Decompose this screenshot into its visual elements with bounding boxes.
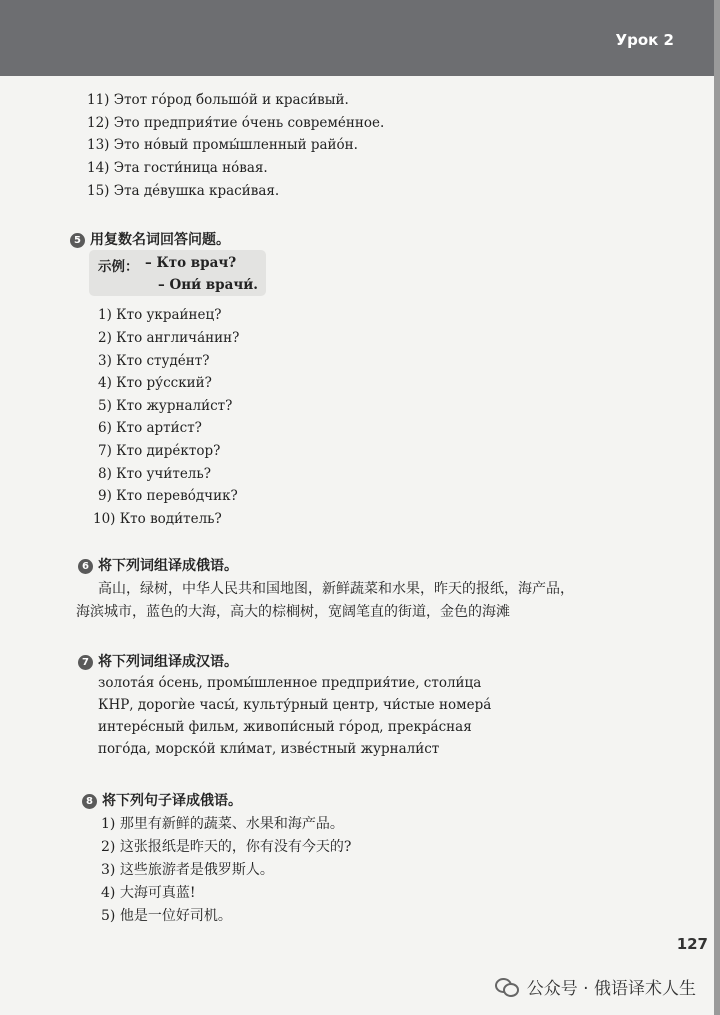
- exercise-7-heading: [78, 651, 238, 671]
- list-item: 10) Кто води́тель?: [93, 511, 222, 527]
- page-number: 127: [676, 935, 708, 953]
- example-answer: – Они́ врачи́.: [158, 277, 258, 293]
- exercise-number-badge: 8: [82, 794, 97, 809]
- list-item: 2) 这张报纸是昨天的，你有没有今天的?: [101, 839, 352, 855]
- list-item: 7) Кто дирéктор?: [98, 443, 221, 459]
- list-item: 1) Кто украи́нец?: [98, 307, 222, 323]
- paragraph-line: золотáя óсень, промы́шленное предприя́тие, столи́ца: [98, 675, 482, 691]
- list-item: 11) Этот гóрод большóй и краси́вый.: [87, 92, 349, 108]
- list-item: 8) Кто учи́тель?: [98, 466, 211, 482]
- exercise-5-heading: [70, 229, 230, 249]
- list-item: 9) Кто перевóдчик?: [98, 488, 238, 504]
- list-item: 12) Это предприя́тие óчень совреме́нное.: [87, 115, 385, 131]
- lesson-title: Урок 2: [615, 31, 674, 49]
- example-label: 示例：: [98, 259, 139, 275]
- watermark: [495, 974, 696, 999]
- wechat-icon: [495, 978, 519, 996]
- exercise-number-badge: 5: [70, 233, 85, 248]
- paragraph-line: интерéсный фильм, живопи́сный гóрод, прекрáсная: [98, 719, 472, 735]
- list-item: 4) 大海可真蓝!: [101, 885, 196, 901]
- exercise-heading-text: 将下列词组译成汉语。: [98, 654, 238, 670]
- paragraph-line: погóда, морскóй кли́мат, извéстный журнали́ст: [98, 741, 440, 757]
- exercise-heading-text: 将下列句子译成俄语。: [102, 793, 242, 809]
- paragraph-line: 海滨城市，蓝色的大海，高大的棕榈树，宽阔笔直的街道，金色的海滩: [76, 604, 510, 620]
- paragraph-line: КНР, дорогѝе часы́, культу́рный центр, чи́стые номерá: [98, 697, 492, 713]
- list-item: 14) Эта гости́ница нóвая.: [87, 160, 268, 176]
- exercise-8-heading: [82, 790, 242, 810]
- list-item: 5) Кто журнали́ст?: [98, 398, 233, 414]
- watermark-text: 公众号 · 俄语译术人生: [526, 979, 696, 999]
- example-question: – Кто врач?: [145, 255, 237, 271]
- page-edge: [714, 0, 720, 1015]
- list-item: 4) Кто ру́сский?: [98, 375, 212, 391]
- exercise-6-heading: [78, 555, 238, 575]
- exercise-heading-text: 用复数名词回答问题。: [90, 232, 230, 248]
- list-item: 3) 这些旅游者是俄罗斯人。: [101, 862, 274, 878]
- exercise-number-badge: 7: [78, 655, 93, 670]
- header-band: [0, 0, 714, 76]
- exercise-number-badge: 6: [78, 559, 93, 574]
- paragraph-line: 高山，绿树，中华人民共和国地图，新鲜蔬菜和水果，昨天的报纸，海产品，: [98, 581, 574, 597]
- list-item: 1) 那里有新鲜的蔬菜、水果和海产品。: [101, 816, 344, 832]
- list-item: 13) Это нóвый промы́шленный райóн.: [87, 137, 358, 153]
- list-item: 2) Кто англича́нин?: [98, 330, 240, 346]
- list-item: 3) Кто студéнт?: [98, 353, 210, 369]
- list-item: 5) 他是一位好司机。: [101, 908, 232, 924]
- list-item: 15) Эта дéвушка краси́вая.: [87, 183, 280, 199]
- list-item: 6) Кто арти́ст?: [98, 420, 202, 436]
- exercise-heading-text: 将下列词组译成俄语。: [98, 558, 238, 574]
